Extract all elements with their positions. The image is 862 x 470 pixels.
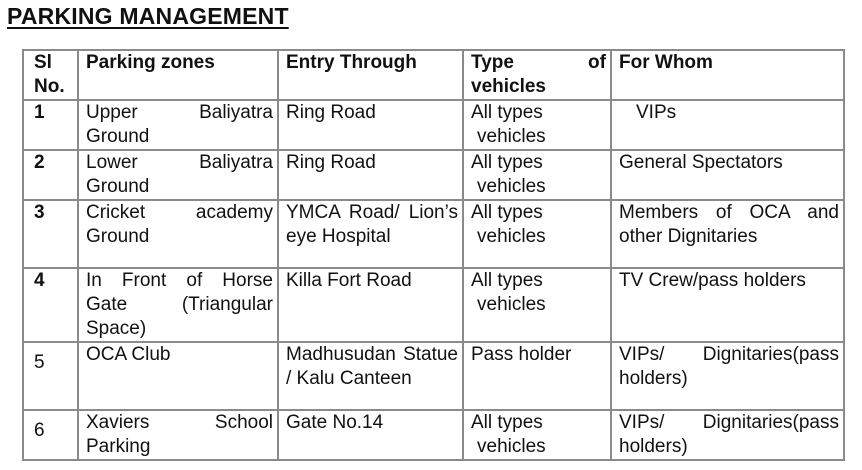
vehicles-line2: vehicles (477, 436, 546, 457)
vehicles-line1: All types (471, 102, 543, 123)
vehicles-line1: Pass holder (471, 344, 572, 365)
entry-cell: YMCA Road/ Lion’s eye Hospital (278, 200, 463, 268)
vehicles-cell (463, 342, 611, 410)
table-row (23, 200, 844, 268)
header-for-whom: For Whom (611, 50, 844, 100)
header-entry-through: Entry Through (278, 50, 463, 100)
whom-cell: VIPs/ Dignitaries(pass holders) (611, 410, 844, 460)
vehicles-line2: vehicles (477, 226, 546, 247)
table-row (23, 268, 844, 342)
header-parking-zones: Parking zones (78, 50, 278, 100)
whom-cell: VIPs (611, 100, 844, 150)
vehicles-cell (463, 150, 611, 200)
zone-cell: Lower Baliyatra Ground (78, 150, 278, 200)
zone-cell: In Front of Horse Gate (Triangular Space) (78, 268, 278, 342)
vehicles-line2: vehicles (477, 126, 546, 147)
sl-no-cell: 6 (23, 410, 78, 460)
entry-cell: Gate No.14 (278, 410, 463, 460)
zone-cell: Xaviers School Parking (78, 410, 278, 460)
zone-cell: Upper Baliyatra Ground (78, 100, 278, 150)
entry-cell: Killa Fort Road (278, 268, 463, 342)
whom-cell: VIPs/ Dignitaries(pass holders) (611, 342, 844, 410)
header-type-of-vehicles: Type of vehicles (463, 50, 611, 100)
vehicles-cell (463, 410, 611, 460)
zone-cell: OCA Club (78, 342, 278, 410)
vehicles-cell (463, 100, 611, 150)
sl-no-cell: 2 (23, 150, 78, 200)
vehicles-line1: All types (471, 202, 543, 223)
entry-cell: Ring Road (278, 100, 463, 150)
vehicles-line2: vehicles (477, 294, 546, 315)
sl-no-cell: 4 (23, 268, 78, 342)
table-row (23, 150, 844, 200)
page-title: PARKING MANAGEMENT (7, 3, 289, 29)
sl-no-cell: 3 (23, 200, 78, 268)
vehicles-line1: All types (471, 412, 543, 433)
sl-no-cell: 5 (23, 342, 78, 410)
whom-cell: General Spectators (611, 150, 844, 200)
table-row (23, 410, 844, 460)
vehicles-cell (463, 268, 611, 342)
whom-cell: TV Crew/pass holders (611, 268, 844, 342)
table-row (23, 342, 844, 410)
whom-cell: Members of OCA and other Dignitaries (611, 200, 844, 268)
header-sl-no: Sl No. (23, 50, 78, 100)
header-row (23, 50, 844, 100)
parking-table (22, 49, 845, 461)
vehicles-cell (463, 200, 611, 268)
entry-cell: Ring Road (278, 150, 463, 200)
entry-cell: Madhusudan Statue / Kalu Canteen (278, 342, 463, 410)
sl-no-cell: 1 (23, 100, 78, 150)
vehicles-line2: vehicles (477, 176, 546, 197)
vehicles-line1: All types (471, 270, 543, 291)
zone-cell: Cricket academy Ground (78, 200, 278, 268)
table-row (23, 100, 844, 150)
vehicles-line1: All types (471, 152, 543, 173)
